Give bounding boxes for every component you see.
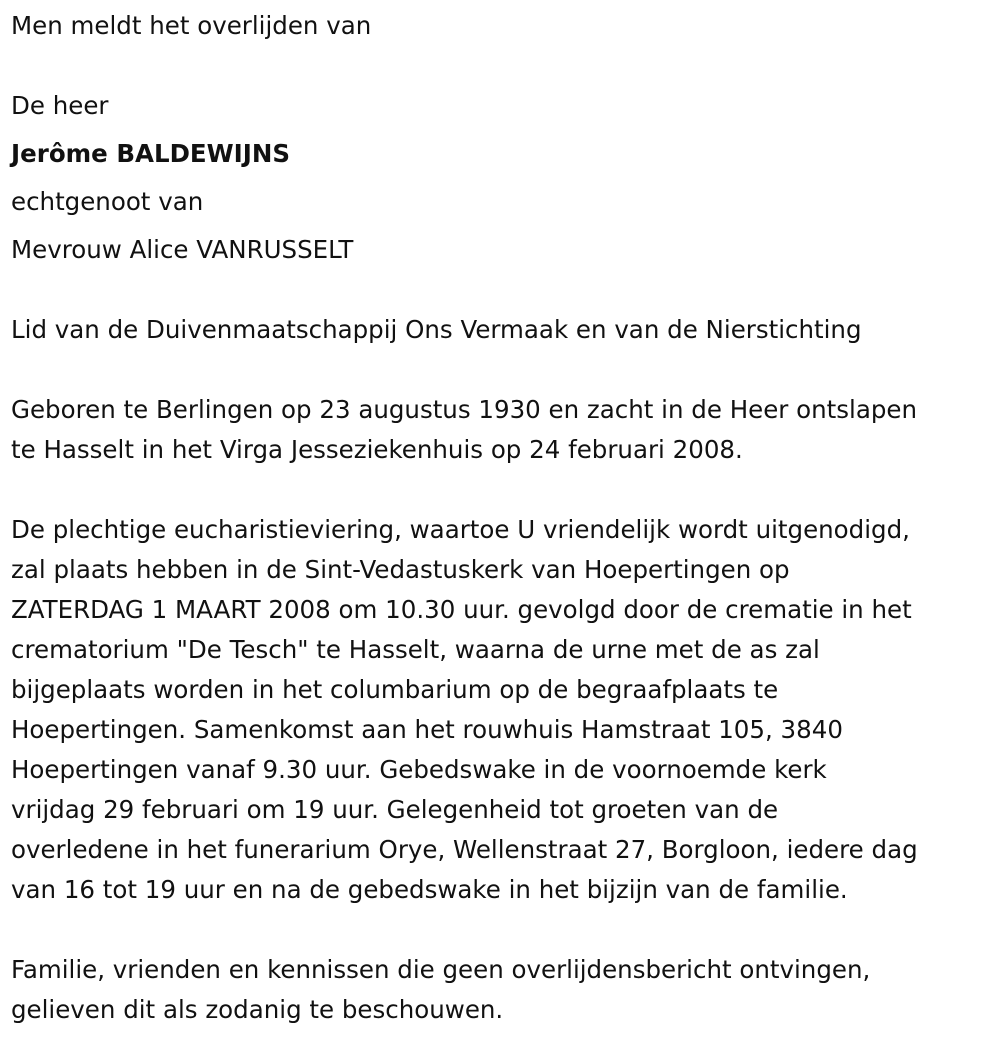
service-line-7: Hoepertingen vanaf 9.30 uur. Gebedswake in de voornoemde kerk	[11, 755, 827, 784]
service-line-3: ZATERDAG 1 MAART 2008 om 10.30 uur. gevolgd door de crematie in het	[11, 595, 912, 624]
spouse-name: Mevrouw Alice VANRUSSELT	[11, 235, 354, 264]
family-line-1: Familie, vrienden en kennissen die geen overlijdensbericht ontvingen,	[11, 955, 871, 984]
service-line-1: De plechtige eucharistieviering, waartoe U vriendelijk wordt uitgenodigd,	[11, 515, 910, 544]
service-line-9: overledene in het funerarium Orye, Wellenstraat 27, Borgloon, iedere dag	[11, 835, 918, 864]
service-line-6: Hoepertingen. Samenkomst aan het rouwhuis Hamstraat 105, 3840	[11, 715, 843, 744]
title-text: De heer	[11, 91, 109, 120]
service-paragraph	[11, 510, 996, 910]
birth-death-line-1: Geboren te Berlingen op 23 augustus 1930 en zacht in de Heer ontslapen	[11, 395, 918, 424]
service-line-5: bijgeplaats worden in het columbarium op de begraafplaats te	[11, 675, 779, 704]
family-paragraph	[11, 950, 996, 1030]
membership-text: Lid van de Duivenmaatschappij Ons Vermaak en van de Nierstichting	[11, 315, 862, 344]
relation-text: echtgenoot van	[11, 187, 204, 216]
service-line-8: vrijdag 29 februari om 19 uur. Gelegenheid tot groeten van de	[11, 795, 779, 824]
intro-text: Men meldt het overlijden van	[11, 11, 372, 40]
service-line-4: crematorium "De Tesch" te Hasselt, waarna de urne met de as zal	[11, 635, 820, 664]
family-line-2: gelieven dit als zodanig te beschouwen.	[11, 995, 504, 1024]
service-line-2: zal plaats hebben in de Sint-Vedastuskerk van Hoepertingen op	[11, 555, 790, 584]
birth-death-paragraph	[11, 390, 996, 470]
deceased-name: Jerôme BALDEWIJNS	[11, 139, 291, 168]
service-line-10: van 16 tot 19 uur en na de gebedswake in het bijzijn van de familie.	[11, 875, 848, 904]
birth-death-line-2: te Hasselt in het Virga Jesseziekenhuis op 24 februari 2008.	[11, 435, 743, 464]
